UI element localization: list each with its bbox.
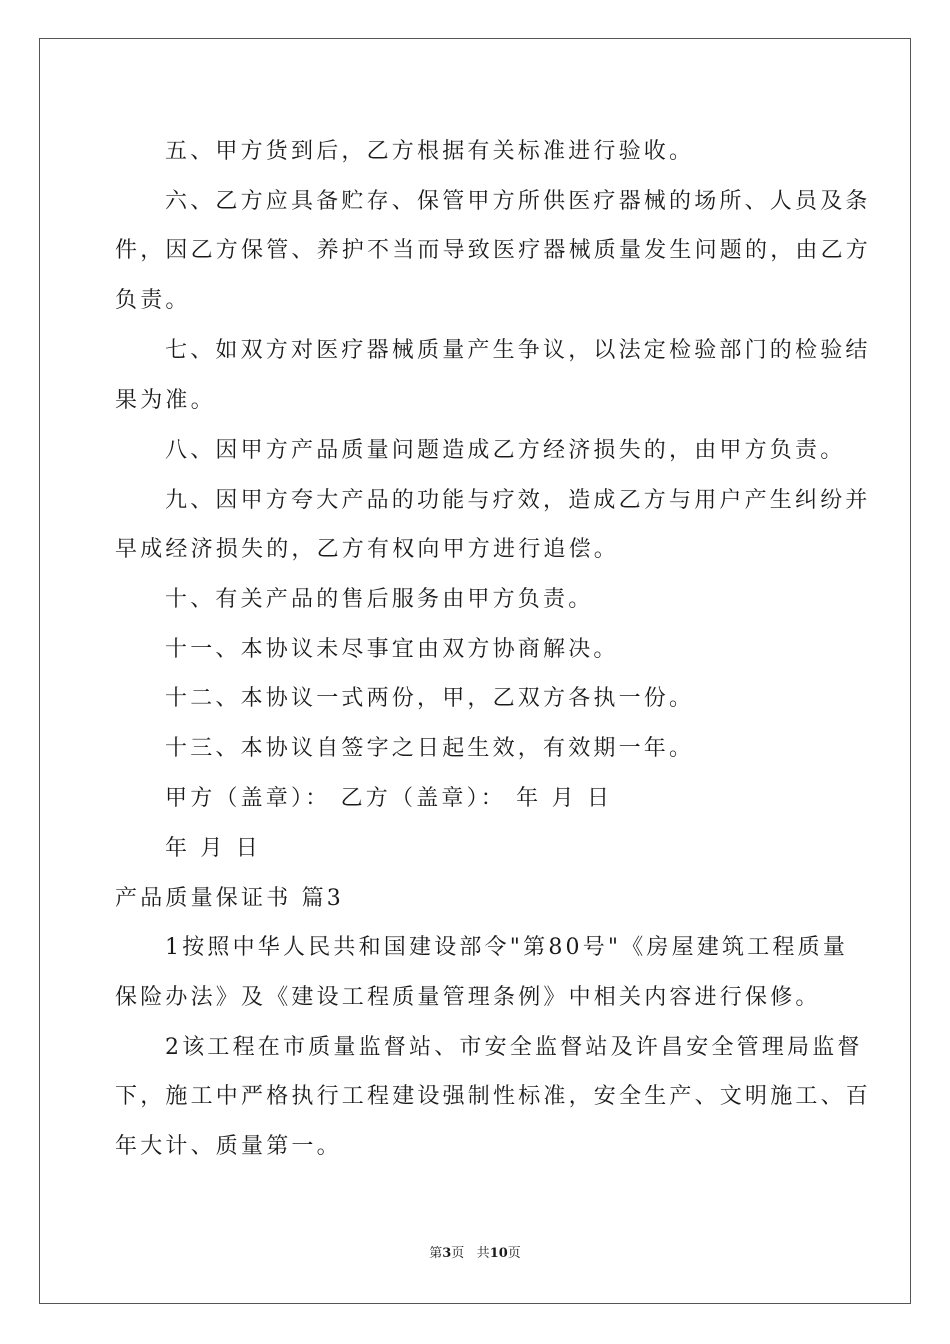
clause-11: 十一、本协议未尽事宜由双方协商解决。 <box>165 637 619 662</box>
clause-10: 十、有关产品的售后服务由甲方负责。 <box>165 587 594 612</box>
section-title: 产品质量保证书 篇3 <box>115 886 344 911</box>
clause-7-line-2: 果为准。 <box>115 388 216 413</box>
page-frame <box>39 38 911 1304</box>
footer-total-unit: 页 <box>507 1246 521 1261</box>
footer-total-prefix: 共 <box>476 1246 490 1261</box>
clause-6-line-2: 件，因乙方保管、养护不当而导致医疗器械质量发生问题的，由乙方 <box>115 238 872 263</box>
clause-12: 十二、本协议一式两份，甲，乙双方各执一份。 <box>165 686 695 711</box>
item-2-line-2: 下，施工中严格执行工程建设强制性标准，安全生产、文明施工、百 <box>115 1084 872 1109</box>
footer-page-prefix: 第 <box>429 1246 443 1261</box>
item-1-line-2: 保险办法》及《建设工程质量管理条例》中相关内容进行保修。 <box>115 985 821 1010</box>
clause-9-line-2: 早成经济损失的，乙方有权向甲方进行追偿。 <box>115 537 620 562</box>
clause-8: 八、因甲方产品质量问题造成乙方经济损失的，由甲方负责。 <box>165 438 846 463</box>
item-2-line-3: 年大计、质量第一。 <box>115 1134 342 1159</box>
clause-6-line-3: 负责。 <box>115 288 191 313</box>
item-1-line-1: 1按照中华人民共和国建设部令"第80号"《房屋建筑工程质量 <box>165 935 849 960</box>
clause-13: 十三、本协议自签字之日起生效，有效期一年。 <box>165 736 695 761</box>
date-line: 年 月 日 <box>165 836 261 861</box>
footer-page-current: 3 <box>442 1246 452 1261</box>
footer-page-total: 10 <box>489 1246 508 1261</box>
signature-line: 甲方（盖章）： 乙方（盖章）： 年 月 日 <box>165 786 613 811</box>
item-2-line-1: 2该工程在市质量监督站、市安全监督站及许昌安全管理局监督 <box>165 1035 863 1060</box>
clause-5: 五、甲方货到后，乙方根据有关标准进行验收。 <box>165 139 695 164</box>
footer-page-unit: 页 <box>451 1246 465 1261</box>
clause-9-line-1: 九、因甲方夸大产品的功能与疗效，造成乙方与用户产生纠纷并 <box>165 488 871 513</box>
clause-7-line-1: 七、如双方对医疗器械质量产生争议，以法定检验部门的检验结 <box>165 338 871 363</box>
page-footer <box>0 1242 950 1261</box>
clause-6-line-1: 六、乙方应具备贮存、保管甲方所供医疗器械的场所、人员及条 <box>165 189 871 214</box>
